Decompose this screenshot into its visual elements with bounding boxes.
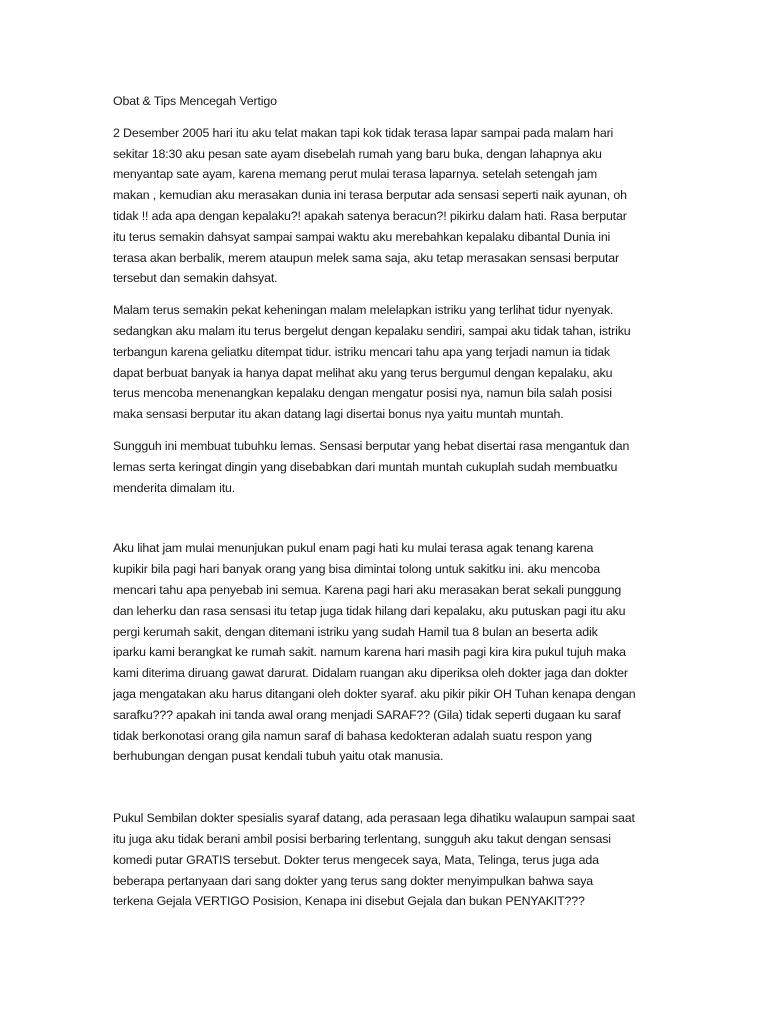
paragraph-1: 2 Desember 2005 hari itu aku telat makan tapi kok tidak terasa lapar sampai pada malam hari sekitar 18:30 aku pesan sate ayam disebelah rumah yang baru buka, dengan lahapnya aku menyantap sate ayam, karena memang perut mulai terasa laparnya. setelah setengah jam makan , kemudian aku merasakan dunia ini terasa berputar ada sensasi seperti naik ayunan, oh tidak !! ada apa dengan kepalaku?! apakah satenya beracun?! pikirku dalam hati. Rasa berputar itu terus semakin dahsyat sampai sampai waktu aku merebahkan kepalaku dibantal Dunia ini terasa akan berbalik, merem ataupun melek sama saja, aku tetap merasakan sensasi berputar tersebut dan semakin dahsyat. — [113, 125, 627, 286]
blank-spacer — [113, 509, 658, 538]
paragraph-5: Pukul Sembilan dokter spesialis syaraf datang, ada perasaan lega dihatiku walaupun sampai saat itu juga aku tidak berani ambil posisi berbaring terlentang, sungguh aku takut dengan sensasi komedi putar GRATIS tersebut. Dokter terus mengecek saya, Mata, Telinga, terus juga ada beberapa pertanyaan dari sang dokter yang terus sang dokter menyimpulkan bahwa saya terkena Gejala VERTIGO Posision, Kenapa ini disebut Gejala dan bukan PENYAKIT??? — [113, 811, 635, 909]
document-body — [113, 91, 658, 923]
paragraph-2: Malam terus semakin pekat keheningan malam melelapkan istriku yang terlihat tidur nyenyak. sedangkan aku malam itu terus bergelut dengan kepalaku sendiri, sampai aku tidak tahan, istriku terbangun karena geliatku ditempat tidur. istriku mencari tahu apa yang terjadi namun ia tidak dapat berbuat banyak ia hanya dapat melihat aku yang terus bergumul dengan kepalaku, aku terus mencoba menenangkan kepalaku dengan mengatur posisi nya, namun bila salah posisi maka sensasi berputar itu akan datang lagi disertai bonus nya yaitu muntah muntah. — [113, 303, 631, 422]
paragraph-3: Sungguh ini membuat tubuhku lemas. Sensasi berputar yang hebat disertai rasa mengantuk dan lemas serta keringat dingin yang disebabkan dari muntah muntah cukuplah sudah membuatku menderita dimalam itu. — [113, 438, 630, 495]
document-title: Obat & Tips Mencegah Vertigo — [113, 94, 277, 108]
paragraph-4: Aku lihat jam mulai menunjukan pukul enam pagi hati ku mulai terasa agak tenang karena kupikir bila pagi hari banyak orang yang bisa dimintai tolong untuk sakitku ini. aku mencoba mencari tahu apa penyebab ini semua. Karena pagi hari aku merasakan berat sekali punggung dan leherku dan rasa sensasi itu tetap juga tidak hilang dari kepalaku, aku putuskan pagi itu aku pergi kerumah sakit, dengan ditemani istriku yang sudah Hamil tua 8 bulan an beserta adik iparku kami berangkat ke rumah sakit. namum karena hari masih pagi kira kira pukul tujuh maka kami diterima diruang gawat darurat. Didalam ruangan aku diperiksa oleh dokter jaga dan dokter jaga mengatakan aku harus ditangani oleh dokter syaraf. aku pikir pikir OH Tuhan kenapa dengan sarafku??? apakah ini tanda awal orang menjadi SARAF?? (Gila) tidak seperti dugaan ku saraf tidak berkonotasi orang gila namun saraf di bahasa kedokteran adalah suatu respon yang berhubungan dengan pusat kendali tubuh yaitu otak manusia. — [113, 541, 636, 764]
blank-spacer — [113, 778, 658, 808]
